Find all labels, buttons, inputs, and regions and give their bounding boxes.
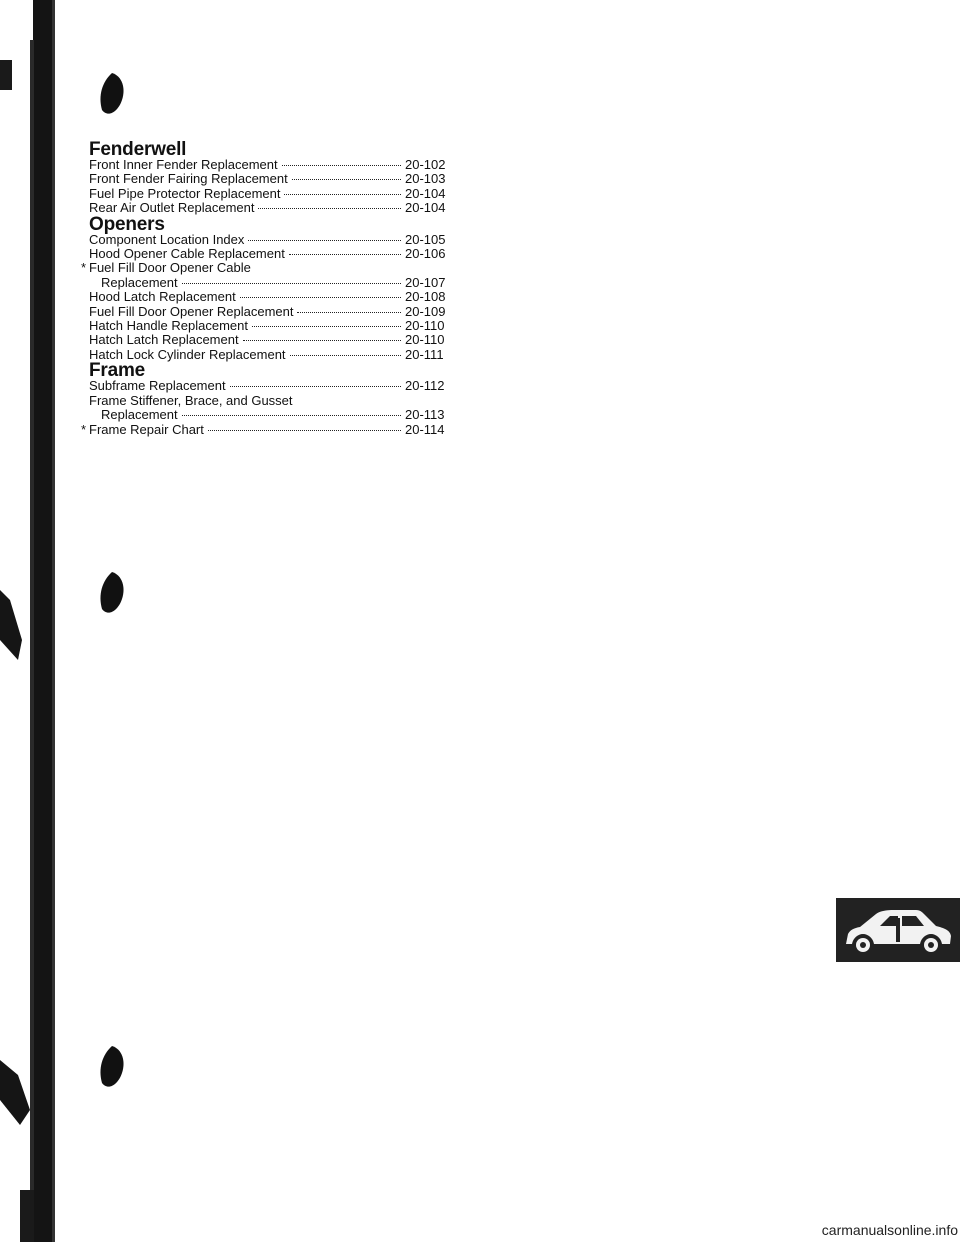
- dot-leader: [282, 165, 401, 166]
- section-title: Frame: [89, 360, 146, 382]
- section-tab[interactable]: [836, 898, 960, 962]
- entry-page: 20-110: [405, 332, 445, 348]
- dot-leader: [284, 194, 401, 195]
- new-item-asterisk: *: [81, 260, 87, 276]
- toc-entry[interactable]: [89, 379, 445, 393]
- toc-entry[interactable]: [89, 394, 445, 423]
- toc-entry[interactable]: [89, 319, 445, 333]
- toc-entry[interactable]: [89, 233, 445, 247]
- entry-page: 20-106: [405, 246, 446, 262]
- dot-leader: [252, 326, 401, 327]
- entry-page: 20-107: [405, 274, 446, 290]
- dot-leader: [182, 283, 401, 284]
- dot-leader: [240, 297, 401, 298]
- toc-entry[interactable]: [89, 305, 445, 319]
- dot-leader: [243, 340, 401, 341]
- entry-page: 20-109: [405, 303, 446, 319]
- toc-section-fenderwell: [89, 141, 445, 216]
- entry-label: Frame Stiffener, Brace, and Gusset: [89, 392, 293, 408]
- toc-entry[interactable]: [81, 421, 445, 437]
- entry-label-continued: Replacement: [101, 407, 178, 423]
- entry-label: Frame Repair Chart: [89, 421, 204, 437]
- entry-page: 20-112: [405, 378, 445, 394]
- dot-leader: [289, 254, 401, 255]
- toc-entry[interactable]: [89, 158, 445, 172]
- dot-leader: [258, 208, 401, 209]
- toc-entry[interactable]: [81, 260, 446, 290]
- entry-page: 20-108: [405, 289, 446, 305]
- entry-label: Subframe Replacement: [89, 378, 226, 394]
- car-body-icon: [836, 898, 960, 962]
- toc-entry[interactable]: [89, 172, 445, 186]
- toc-entry[interactable]: [89, 247, 445, 261]
- entry-label: Hatch Handle Replacement: [89, 318, 248, 334]
- section-title: Openers: [89, 213, 165, 235]
- entry-label: Front Fender Fairing Replacement: [89, 171, 288, 187]
- toc-section-openers: [81, 213, 446, 363]
- toc-entry[interactable]: [89, 348, 445, 362]
- entry-label-continued: Replacement: [101, 274, 178, 290]
- entry-page: 20-102: [405, 157, 446, 172]
- dot-leader: [292, 179, 401, 180]
- entry-label: Fuel Fill Door Opener Cable: [89, 260, 251, 276]
- toc-entry[interactable]: [89, 201, 445, 215]
- dot-leader: [290, 355, 401, 356]
- toc-section-frame: [81, 360, 445, 437]
- entry-page: 20-111: [405, 346, 444, 362]
- section-title: Fenderwell: [89, 139, 187, 160]
- entry-page: 20-103: [405, 171, 446, 187]
- dot-leader: [208, 430, 401, 431]
- entry-label: Fuel Fill Door Opener Replacement: [89, 303, 294, 319]
- dot-leader: [182, 415, 401, 416]
- entry-page: 20-110: [405, 318, 445, 334]
- entry-label: Hatch Lock Cylinder Replacement: [89, 346, 286, 362]
- toc-entry[interactable]: [89, 333, 445, 347]
- new-item-asterisk: *: [81, 421, 87, 437]
- entry-page: 20-105: [405, 231, 446, 247]
- toc-entry[interactable]: [89, 290, 445, 304]
- entry-label: Fuel Pipe Protector Replacement: [89, 185, 281, 201]
- entry-page: 20-104: [405, 200, 446, 216]
- entry-label: Front Inner Fender Replacement: [89, 157, 278, 172]
- entry-page: 20-113: [405, 407, 445, 423]
- dot-leader: [230, 386, 401, 387]
- entry-page: 20-114: [405, 421, 445, 437]
- entry-label: Rear Air Outlet Replacement: [89, 200, 255, 216]
- dot-leader: [248, 240, 401, 241]
- entry-page: 20-104: [405, 185, 446, 201]
- entry-label: Hatch Latch Replacement: [89, 332, 239, 348]
- watermark: carmanualsonline.info: [821, 1222, 958, 1238]
- entry-label: Hood Latch Replacement: [89, 289, 236, 305]
- table-of-contents: [81, 139, 446, 437]
- dot-leader: [297, 312, 401, 313]
- entry-label: Hood Opener Cable Replacement: [89, 246, 285, 262]
- entry-label: Component Location Index: [89, 231, 245, 247]
- toc-entry[interactable]: [89, 187, 445, 201]
